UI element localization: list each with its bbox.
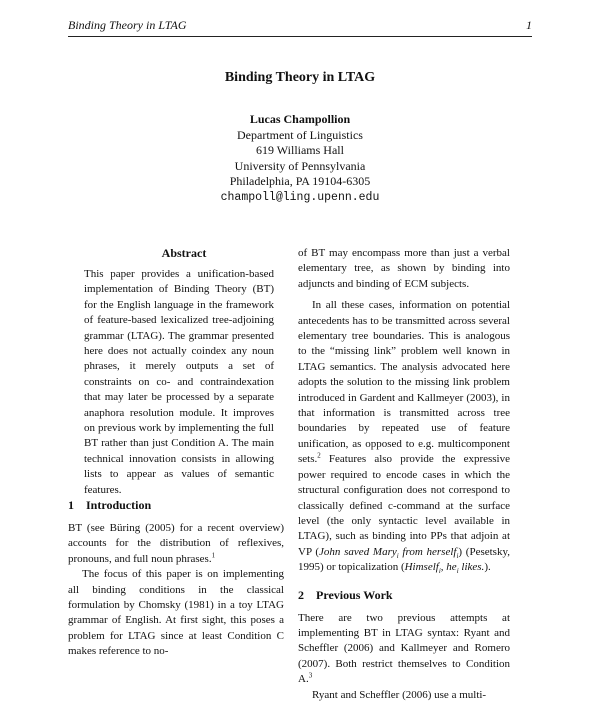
previous-work-paragraph-2: Ryant and Scheffler (2006) use a multi-: [312, 688, 487, 701]
running-head-title: Binding Theory in LTAG: [68, 18, 187, 32]
previous-work-paragraph-1-text: There are two previous attempts at implementing BT in LTAG syntax: Ryant and Scheffler (2006) and Kallmeyer and Romero (2007). Both restrict themselves to Condition A.: [298, 611, 510, 686]
header-rule: [68, 36, 532, 37]
previous-work-paragraph-1: [298, 611, 510, 688]
example-1: [319, 546, 458, 558]
right-paragraph-2c: ) (Pesetsky, 1995) or topicalization (: [298, 545, 510, 574]
running-head: [68, 18, 532, 34]
right-column: [298, 246, 510, 703]
example-2-text-b: , he: [440, 561, 457, 574]
section-title: Previous Work: [316, 587, 393, 602]
right-paragraph-2: [298, 298, 510, 575]
example-1-text-b: from herself: [398, 545, 457, 558]
index-subscript: i: [456, 551, 459, 560]
introduction-section: [68, 498, 284, 660]
intro-paragraph-1-text: BT (see Büring (2005) for a recent overview) accounts for the distribution of reflexives, pronouns, and full noun phrases.: [68, 522, 284, 565]
abstract-column: [84, 246, 284, 498]
section-title: Introduction: [86, 498, 152, 512]
footnote-marker[interactable]: 2: [317, 451, 321, 460]
right-paragraph-2b: Features also provide the expressive power required to encode cases in which the structural configuration does not correspond to classically defined c-command at the surface level (the only syntactic level available in LTAG), such as binding into PPs that adjoin at VP (: [298, 453, 510, 558]
previous-work-heading: [298, 588, 510, 603]
author-department: Department of Linguistics: [237, 127, 363, 142]
author-address: 619 Williams Hall: [256, 143, 344, 157]
author-email[interactable]: champoll@ling.upenn.edu: [220, 190, 380, 204]
footnote-marker[interactable]: 3: [308, 671, 313, 680]
right-paragraph-1: of BT may encompass more than just a verbal elementary tree, as shown by binding into adjuncts and binding of ECM subjects.: [298, 247, 510, 290]
author-block: [0, 112, 600, 205]
footnote-marker[interactable]: 1: [211, 551, 216, 560]
abstract-heading: Abstract: [161, 246, 207, 260]
author-university: University of Pennsylvania: [234, 158, 366, 173]
section-number: 2: [298, 587, 304, 602]
paper-title: Binding Theory in LTAG: [224, 70, 376, 85]
index-subscript: i: [396, 551, 399, 560]
introduction-heading: [68, 498, 284, 513]
example-1-text: John saved Mary: [319, 545, 397, 558]
index-subscript: i: [456, 567, 459, 576]
abstract-text: This paper provides a unification-based implementation of Binding Theory (BT) for the English language in the framework of feature-based lexicalized tree-adjoining grammar (LTAG). The grammar presented here does not actually coindex any noun phrases, it merely outputs a set of constraints on co- and contraindexation that may later be processed by a separate anaphora resolution module. It improves on previous work by implementing the full BT rather than just Condition A. The main technical innovation consists in allowing lists to appear as values of semantic features.: [84, 268, 274, 496]
author-city: Philadelphia, PA 19104-6305: [229, 174, 371, 188]
index-subscript: i: [438, 567, 441, 576]
page-number: 1: [526, 18, 532, 32]
example-2-text: Himself: [404, 561, 439, 574]
intro-paragraph-2: The focus of this paper is on implementing all binding conditions in the classical formulation by Chomsky (1981) in a toy LTAG grammar of English. At first sight, this poses a problem for LTAG since at least Condition C makes reference to no-: [68, 568, 284, 658]
right-paragraph-2d: ).: [484, 561, 491, 574]
section-number: 1: [68, 498, 74, 512]
intro-paragraph-1: [68, 521, 284, 567]
example-2: [404, 561, 485, 576]
author-name: Lucas Champollion: [249, 112, 351, 126]
example-2-text-c: likes.: [458, 561, 485, 574]
right-paragraph-2a: In all these cases, information on potential antecedents has to be transmitted across several elementary tree boundaries. This is analogous to the “missing link” problem well known in LTAG semantics. The analysis advocated here adopts the solution to the missing link problem introduced in Gardent and Kallmeyer (2003), in that information is transmitted across tree boundaries by repeated use of feature unification, as opposed to e.g. multicomponent sets.: [298, 299, 510, 466]
